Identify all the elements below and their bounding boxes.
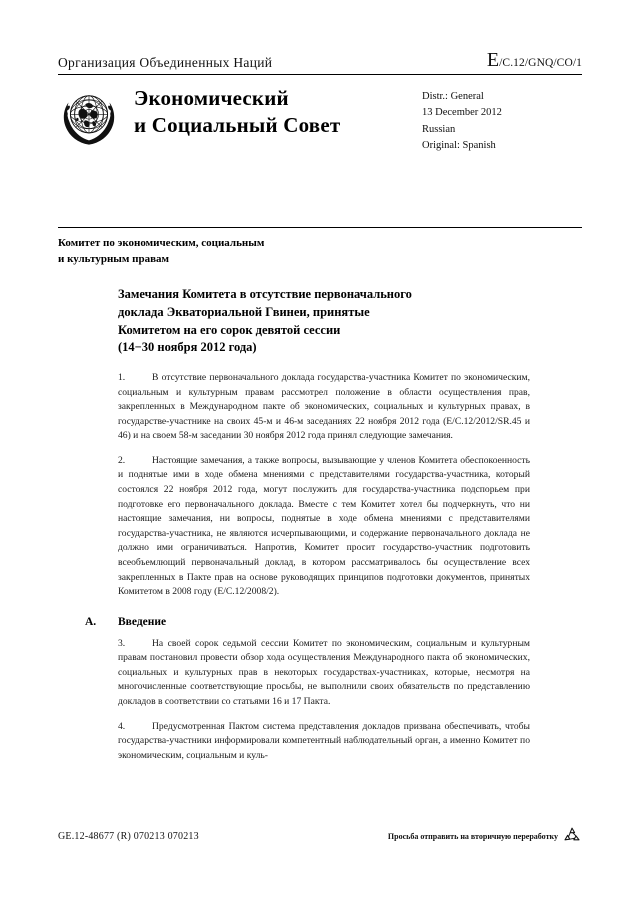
- section-letter-a: A.: [85, 615, 97, 628]
- masthead-top-rule: [58, 74, 582, 75]
- paragraph-1-number: 1.: [118, 372, 126, 383]
- distribution-date: 13 December 2012: [422, 107, 502, 119]
- paragraph-1: [118, 371, 530, 444]
- distribution-block: [422, 85, 582, 154]
- ecosoc-title: [134, 85, 340, 139]
- document-symbol-rest: /C.12/GNQ/CO/1: [499, 57, 582, 69]
- un-emblem-icon: [58, 87, 120, 149]
- section-heading-a: [85, 615, 530, 628]
- paragraph-2-text: Настоящие замечания, а также вопросы, вызывающие у членов Комитета обеспокоенность и поднятые ими в ходе обмена мнениями с представителями государства-участника, который состоялся 22 ноября 2012 года, могут послужить для государства-участника подспорьем при подготовке его первоначального доклада. Вместе с тем Комитет хотел бы подчеркнуть, что ни настоящие замечания, ни вопросы, поднятые в ходе обмена мнениями с представителями государства-участника, не являются исчерпывающими, и содержание первоначального доклада не должно ими ограничиваться. Напротив, Комитет просит государство-участник подготовить всеобъемлющий первоначальный доклад, в котором рассматривалось бы осуществление всех закрепленных в Пакте прав на основе руководящих принципов подготовки документов, принятых Комитетом в 2008 году (E/C.12/2008/2).: [118, 454, 530, 598]
- distribution-original: Original: Spanish: [422, 139, 496, 151]
- committee-name-line1: Комитет по экономическим, социальным: [58, 237, 265, 249]
- distribution-type: Distr.: General: [422, 91, 484, 102]
- page-title-line1: Замечания Комитета в отсутствие первоначального: [118, 287, 412, 301]
- document-symbol-prefix: E: [486, 49, 500, 71]
- ecosoc-title-line1: Экономический: [134, 86, 289, 110]
- paragraph-2-number: 2.: [118, 454, 126, 466]
- recycle-notice-text: Просьба отправить на вторичную переработку: [387, 831, 558, 841]
- ge-number: GE.12-48677 (R) 070213 070213: [58, 830, 199, 842]
- committee-name-line2: и культурным правам: [58, 252, 169, 265]
- document-body: [85, 286, 530, 773]
- masthead-body-row: [58, 85, 582, 154]
- document-symbol: [487, 50, 582, 71]
- header-separator-rule: [58, 227, 582, 228]
- committee-name: [58, 236, 438, 268]
- masthead: [58, 50, 582, 154]
- masthead-top-row: [58, 50, 582, 71]
- page-title-line2: доклада Экваториальной Гвинеи, принятые: [118, 304, 370, 319]
- recycle-icon: [562, 826, 582, 846]
- paragraph-4: [118, 720, 530, 764]
- page-title-line4: (14−30 ноября 2012 года): [118, 340, 257, 355]
- paragraph-3-text: На своей сорок седьмой сессии Комитет по экономическим, социальным и культурным правам постановил провести обзор хода осуществления Международного пакта об экономических, социальных и культурных прав в некоторых государствах-участниках, которые, несмотря на многочисленные соответствующие просьбы, не выполнили своих обязательств по представлению докладов в соответствии со статьями 16 и 17 Пакта.: [118, 637, 530, 707]
- paragraph-4-number: 4.: [118, 720, 126, 732]
- page-title: [118, 286, 530, 357]
- recycle-notice: [388, 826, 582, 846]
- page-footer: [58, 826, 582, 846]
- section-title-a: Введение: [118, 615, 167, 628]
- distribution-language: Russian: [422, 123, 456, 135]
- paragraph-4-text: Предусмотренная Пактом система представления докладов призвана обеспечивать, чтобы государства-участники информировали компетентный наблюдательный орган, а именно Комитет по экономическим, социальным и куль-: [118, 720, 530, 761]
- page-title-line3: Комитетом на его сорок девятой сессии: [118, 322, 341, 337]
- paragraph-3: [118, 637, 530, 710]
- paragraph-2: [118, 454, 530, 600]
- ecosoc-title-line2: и Социальный Совет: [134, 112, 341, 137]
- paragraph-1-text: В отсутствие первоначального доклада государства-участника Комитет по экономическим, социальным и культурным правам рассмотрел положение в области осуществления прав, закрепленных в Международном пакте об экономических, социальных и культурных правах, в государстве-участнике на своих 45-м и 46-м заседаниях 22 ноября 2012 года (E/C.12/2012/SR.45 и 46) и на своем 58-м заседании 30 ноября 2012 года принял следующие замечания.: [118, 372, 530, 442]
- paragraph-3-number: 3.: [118, 637, 126, 649]
- organization-name: Организация Объединенных Наций: [58, 55, 273, 71]
